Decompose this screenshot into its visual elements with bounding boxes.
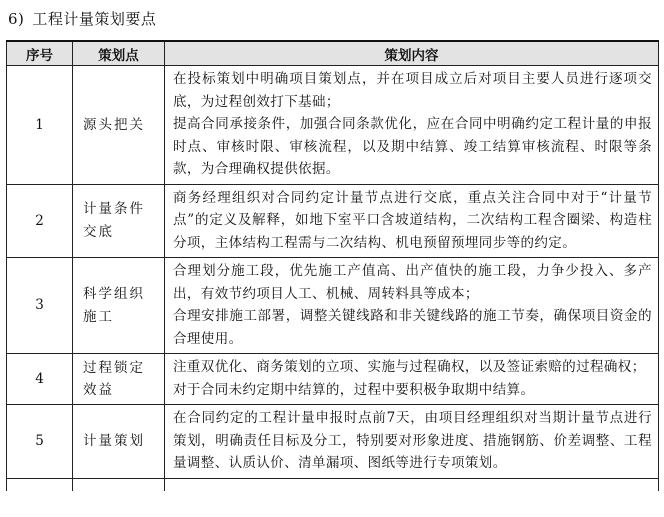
row-planning-content (165, 258, 659, 354)
row-planning-content (165, 354, 659, 405)
content-paragraph: 提高合同承接条件，加强合同条款优化，应在合同中明确约定工程计量的申报时点、审核时限、审核流程，以及期中结算、竣工结算审核流程、时限等条款，为合理确权提供依据。 (173, 116, 652, 177)
section-title: 工程计量策划要点 (32, 10, 157, 28)
table-row (7, 184, 659, 258)
row-serial: 1 (7, 66, 73, 185)
content-paragraph: 商务经理组织对合同约定计量节点进行交底，重点关注合同中对于“计量节点”的定义及解释，如地下室平口含坡道结构，二次结构工程含圈梁、构造柱分项，主体结构工程需与二次结构、机电预留预埋同步等的约定。 (173, 189, 652, 251)
content-paragraph: 在合同约定的工程计量申报时点前7天，由项目经理组织对当期计量节点进行策划，明确责任目标及分工，特别要对形象进度、措施钢筋、价差调整、工程量调整、认质认价、清单漏项、图纸等进行专项策划。 (173, 410, 652, 471)
section-heading (8, 8, 156, 30)
table-row (7, 66, 659, 185)
row-planning-point: 过程锁定效益 (73, 354, 165, 405)
content-paragraph: 对于合同未约定期中结算的，过程中要积极争取期中结算。 (173, 381, 535, 398)
header-serial: 序号 (7, 41, 73, 66)
row-serial: 5 (7, 405, 73, 479)
planning-table (6, 40, 659, 491)
content-paragraph: 注重双优化、商务策划的立项、实施与过程确权，以及签证索赔的过程确权； (173, 359, 646, 375)
row-serial: 3 (7, 258, 73, 354)
row-planning-point: 计量策划 (73, 405, 165, 479)
row-planning-point: 计量条件交底 (73, 184, 165, 258)
content-paragraph: 在投标策划中明确项目策划点，并在项目成立后对项目主要人员进行逐项交底，为过程创效打下基础； (173, 71, 652, 110)
header-planning-content: 策划内容 (165, 41, 659, 66)
row-serial: 4 (7, 354, 73, 405)
table-continuation-row (7, 478, 659, 491)
content-paragraph: 合理安排施工部署，调整关键线路和非关键线路的施工节奏，确保项目资金的合理使用。 (173, 308, 652, 347)
section-number: 6) (8, 10, 25, 28)
table-header-row (7, 41, 659, 66)
table-row (7, 405, 659, 479)
table-row (7, 354, 659, 405)
row-planning-content (165, 405, 659, 479)
row-planning-content (165, 184, 659, 258)
row-serial: 2 (7, 184, 73, 258)
table-row (7, 258, 659, 354)
content-paragraph: 合理划分施工段，优先施工产值高、出产值快的施工段，力争少投入、多产出，有效节约项目人工、机械、周转料具等成本； (173, 263, 652, 302)
row-planning-point: 源头把关 (73, 66, 165, 185)
row-planning-point: 科学组织施工 (73, 258, 165, 354)
row-planning-content (165, 66, 659, 185)
header-planning-point: 策划点 (73, 41, 165, 66)
